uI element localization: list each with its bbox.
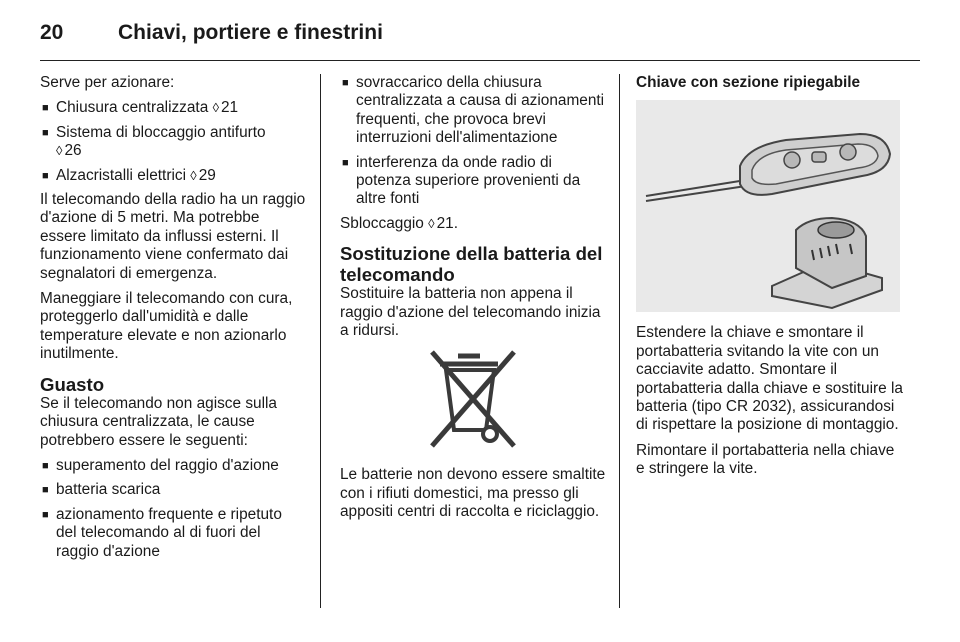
range-paragraph: Il telecomando della radio ha un raggio d'azione di 5 metri. Ma potrebbe essere limitato da influssi esterni. Il funzionamento viene confermato dai segnalatori di emergenza. [40,191,306,282]
crossed-out-wheelie-bin-icon [428,348,518,452]
square-bullet-icon: ■ [342,77,349,89]
page-title: Chiavi, portiere e finestrini [118,21,383,44]
disposal-paragraph: Le batterie non devono essere smaltite con i rifiuti domestici, ma presso gli appositi centri di raccolta e riciclaggio. [340,466,606,521]
column-right [636,74,904,486]
square-bullet-icon: ■ [42,126,49,139]
page-reference-link[interactable]: 21. [436,214,458,232]
column-divider [619,74,620,608]
square-bullet-icon: ■ [42,102,49,115]
page-header [40,16,383,50]
column-divider [320,74,321,608]
square-bullet-icon: ■ [42,459,49,472]
list-item: ■ Chiusura centralizzata ◊ 21 [42,99,239,117]
page-reference-icon: ◊ [56,143,63,159]
header-rule [40,60,920,61]
page-reference-link[interactable]: 26 [64,142,82,160]
list-item: ■ Alzacristalli elettrici ◊ 29 [42,166,216,184]
battery-heading: Sostituzione della batteria del telecomando [340,243,603,286]
list-item: ■ azionamento frequente e ripetuto del telecomando al di fuori del raggio d'azione [42,505,282,560]
fault-heading: Guasto [40,373,105,395]
crossed-bin-figure [340,348,606,452]
battery-paragraph: Sostituire la batteria non appena il raggio d'azione del telecomando inizia a ridursi. [340,285,601,340]
folding-key-heading: Chiave con sezione ripiegabile [636,74,861,91]
column-middle [340,74,606,529]
column-left [40,74,306,567]
page-reference-icon: ◊ [212,100,219,116]
care-paragraph: Maneggiare il telecomando con cura, proteggerlo dall'umidità e dalle temperature elevate e non azionarlo inutilmente. [40,290,293,363]
square-bullet-icon: ■ [42,508,49,521]
refit-paragraph: Rimontare il portabatteria nella chiave e stringere la vite. [636,441,895,478]
intro-text: Serve per azionare: [40,74,175,91]
square-bullet-icon: ■ [42,169,49,182]
page-reference-link[interactable]: 29 [198,166,216,184]
page-reference-link[interactable]: 21 [221,99,239,117]
list-item: ■ sovraccarico della chiusura centralizzata a causa di azionamenti frequenti, che provoca brevi interruzioni dell'alimentazione [342,74,605,147]
extend-key-paragraph: Estendere la chiave e smontare il portabatteria svitando la vite con un cacciavite adatto. Smontare il portabatteria dalla chiave e sostituire la batteria (tipo CR 2032), assicurandosi di rispettare la posizione di montaggio. [636,324,903,434]
square-bullet-icon: ■ [42,484,49,497]
square-bullet-icon: ■ [342,156,349,169]
page-reference-icon: ◊ [428,215,435,231]
fault-cause-list [40,457,306,561]
fault-cause-list-continued [340,74,606,209]
list-item: ■ Sistema di bloccaggio antifurto ◊ 26 [42,123,266,160]
list-item: ■ batteria scarica [42,481,161,499]
unlock-reference: Sbloccaggio ◊ 21. [340,214,458,232]
function-list [40,99,306,185]
key-and-battery-holder-illustration [636,100,900,312]
list-item: ■ interferenza da onde radio di potenza superiore provenienti da altre fonti [342,153,581,208]
list-item: ■ superamento del raggio d'azione [42,456,279,474]
fault-paragraph: Se il telecomando non agisce sulla chiusura centralizzata, le cause potrebbero essere le seguenti: [40,394,277,449]
folding-key-figure [636,100,900,312]
page-number: 20 [40,21,64,44]
page-reference-icon: ◊ [190,167,197,183]
